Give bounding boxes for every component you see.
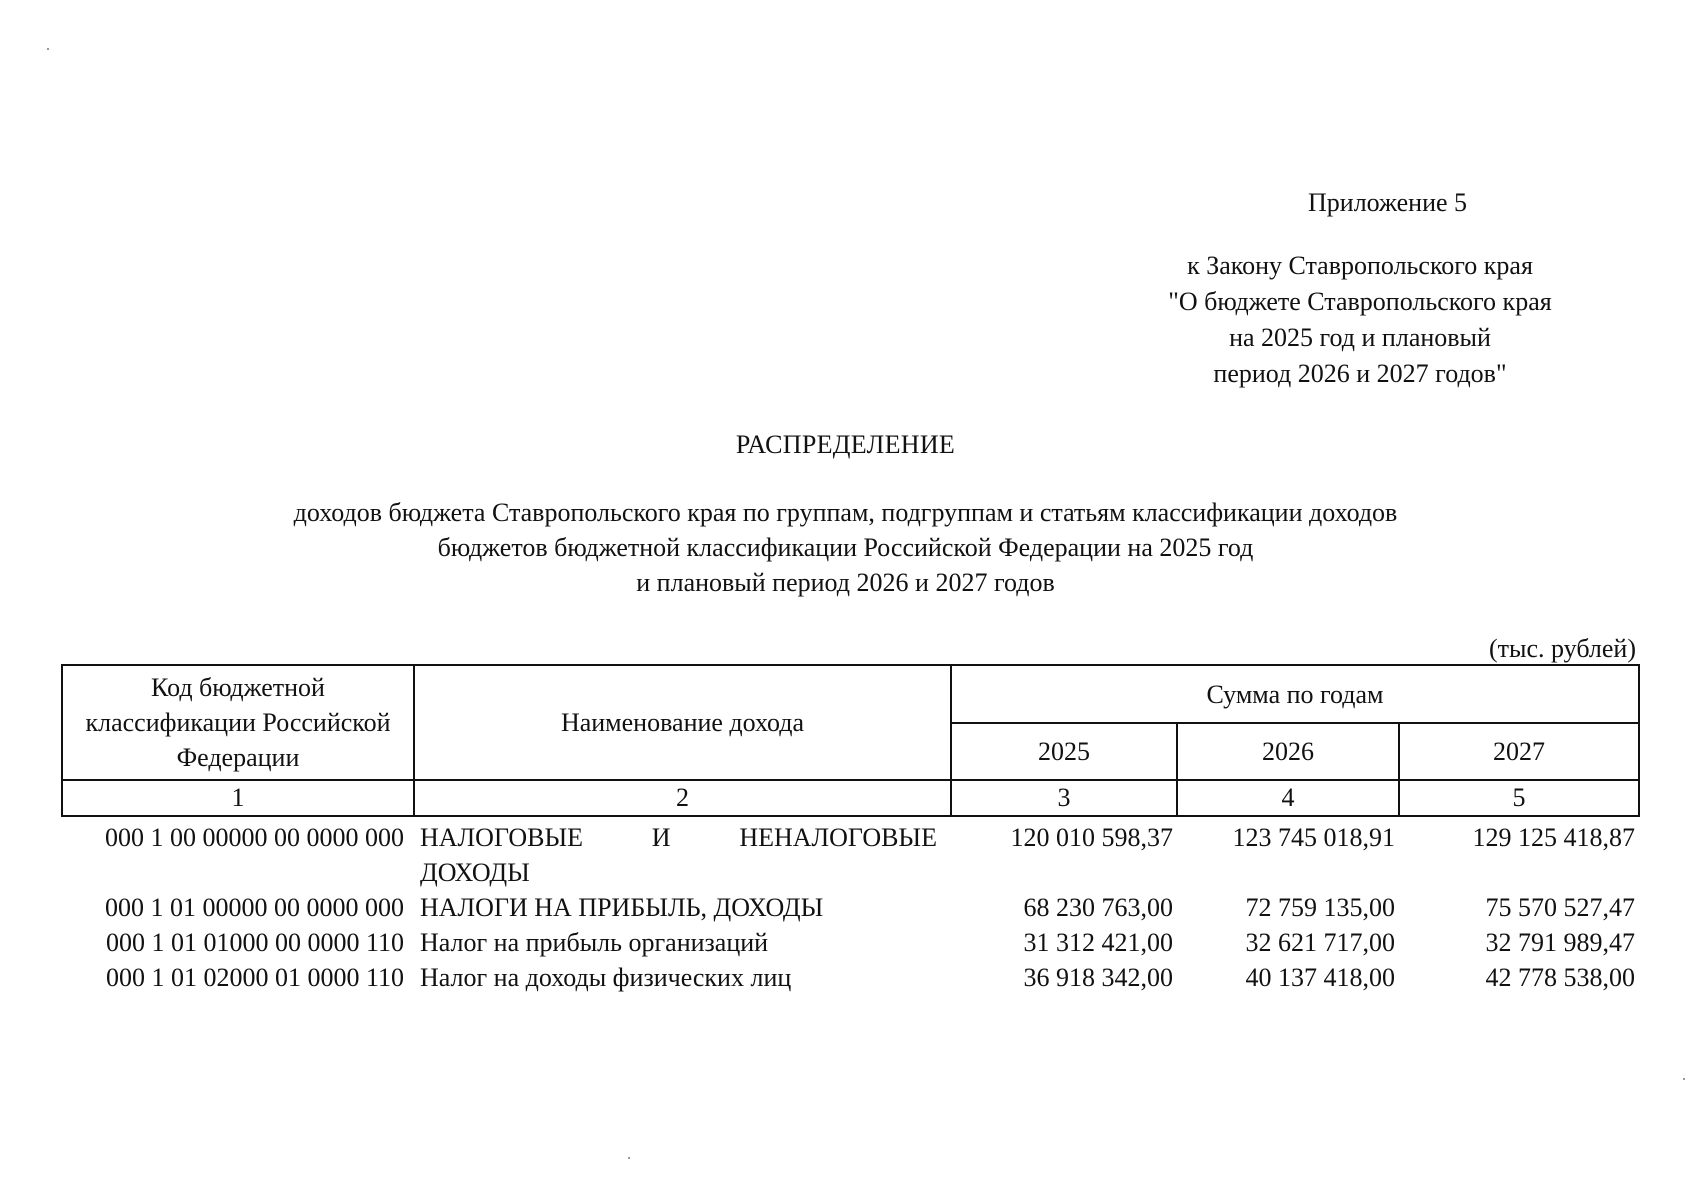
header-sum-by-years: Сумма по годам	[951, 665, 1639, 723]
row-value-2027: 32 791 989,47	[1485, 928, 1635, 957]
column-number: 5	[1399, 780, 1639, 816]
row-code: 000 1 01 02000 01 0000 110	[105, 963, 404, 992]
table-row	[62, 816, 1639, 890]
subtitle-line: бюджетов бюджетной классификации Российской Федерации на 2025 год	[437, 533, 1254, 562]
header-code: Код бюджетной классификации Российской Федерации	[62, 665, 414, 780]
law-reference	[1130, 248, 1590, 392]
document-subtitle	[0, 495, 1691, 600]
row-value-2026: 123 745 018,91	[1232, 823, 1395, 852]
row-value-2026: 72 759 135,00	[1245, 893, 1395, 922]
scan-speck	[47, 48, 49, 50]
row-value-2025: 36 918 342,00	[1023, 963, 1173, 992]
column-number: 3	[951, 780, 1177, 816]
row-value-2026: 40 137 418,00	[1245, 963, 1395, 992]
document-title: РАСПРЕДЕЛЕНИЕ	[735, 430, 956, 459]
row-value-2026: 32 621 717,00	[1245, 928, 1395, 957]
header-year-2025: 2025	[951, 723, 1177, 780]
header-year-2027: 2027	[1399, 723, 1639, 780]
law-reference-line: к Закону Ставропольского края	[1187, 251, 1533, 280]
table-row	[62, 925, 1639, 960]
law-reference-line: "О бюджете Ставропольского края	[1168, 287, 1552, 316]
column-number: 1	[62, 780, 414, 816]
row-value-2025: 68 230 763,00	[1023, 893, 1173, 922]
header-year-2026: 2026	[1177, 723, 1399, 780]
header-name: Наименование дохода	[414, 665, 951, 780]
units-label: (тыс. рублей)	[1488, 634, 1636, 663]
row-name: Налог на прибыль организаций	[420, 928, 769, 957]
row-code: 000 1 01 01000 00 0000 110	[105, 928, 404, 957]
column-number: 2	[414, 780, 951, 816]
row-name: Налог на доходы физических лиц	[420, 963, 792, 992]
subtitle-line: доходов бюджета Ставропольского края по группам, подгруппам и статьям классификации доходов	[293, 498, 1398, 527]
row-value-2027: 129 125 418,87	[1472, 823, 1635, 852]
appendix-label: Приложение 5	[1308, 188, 1468, 217]
row-value-2027: 42 778 538,00	[1485, 963, 1635, 992]
row-name-line: ДОХОДЫ	[420, 858, 530, 887]
row-value-2025: 31 312 421,00	[1023, 928, 1173, 957]
table-row	[62, 890, 1639, 925]
row-name	[414, 816, 951, 890]
law-reference-line: на 2025 год и плановый	[1229, 323, 1491, 352]
column-number: 4	[1177, 780, 1399, 816]
table-row	[62, 960, 1639, 995]
row-code: 000 1 00 00000 00 0000 000	[105, 823, 404, 852]
row-name: НАЛОГИ НА ПРИБЫЛЬ, ДОХОДЫ	[420, 893, 824, 922]
row-value-2027: 75 570 527,47	[1485, 893, 1635, 922]
row-value-2025: 120 010 598,37	[1010, 823, 1173, 852]
row-name-line: НАЛОГОВЫЕ И НЕНАЛОГОВЫЕ	[420, 823, 937, 852]
row-code: 000 1 01 00000 00 0000 000	[105, 893, 404, 922]
scan-speck	[1683, 1078, 1685, 1080]
table-header	[62, 665, 1639, 816]
table-body	[62, 816, 1639, 995]
scan-speck	[628, 1157, 630, 1159]
law-reference-line: период 2026 и 2027 годов"	[1213, 359, 1507, 388]
revenue-table	[61, 664, 1640, 995]
subtitle-line: и плановый период 2026 и 2027 годов	[636, 568, 1055, 597]
